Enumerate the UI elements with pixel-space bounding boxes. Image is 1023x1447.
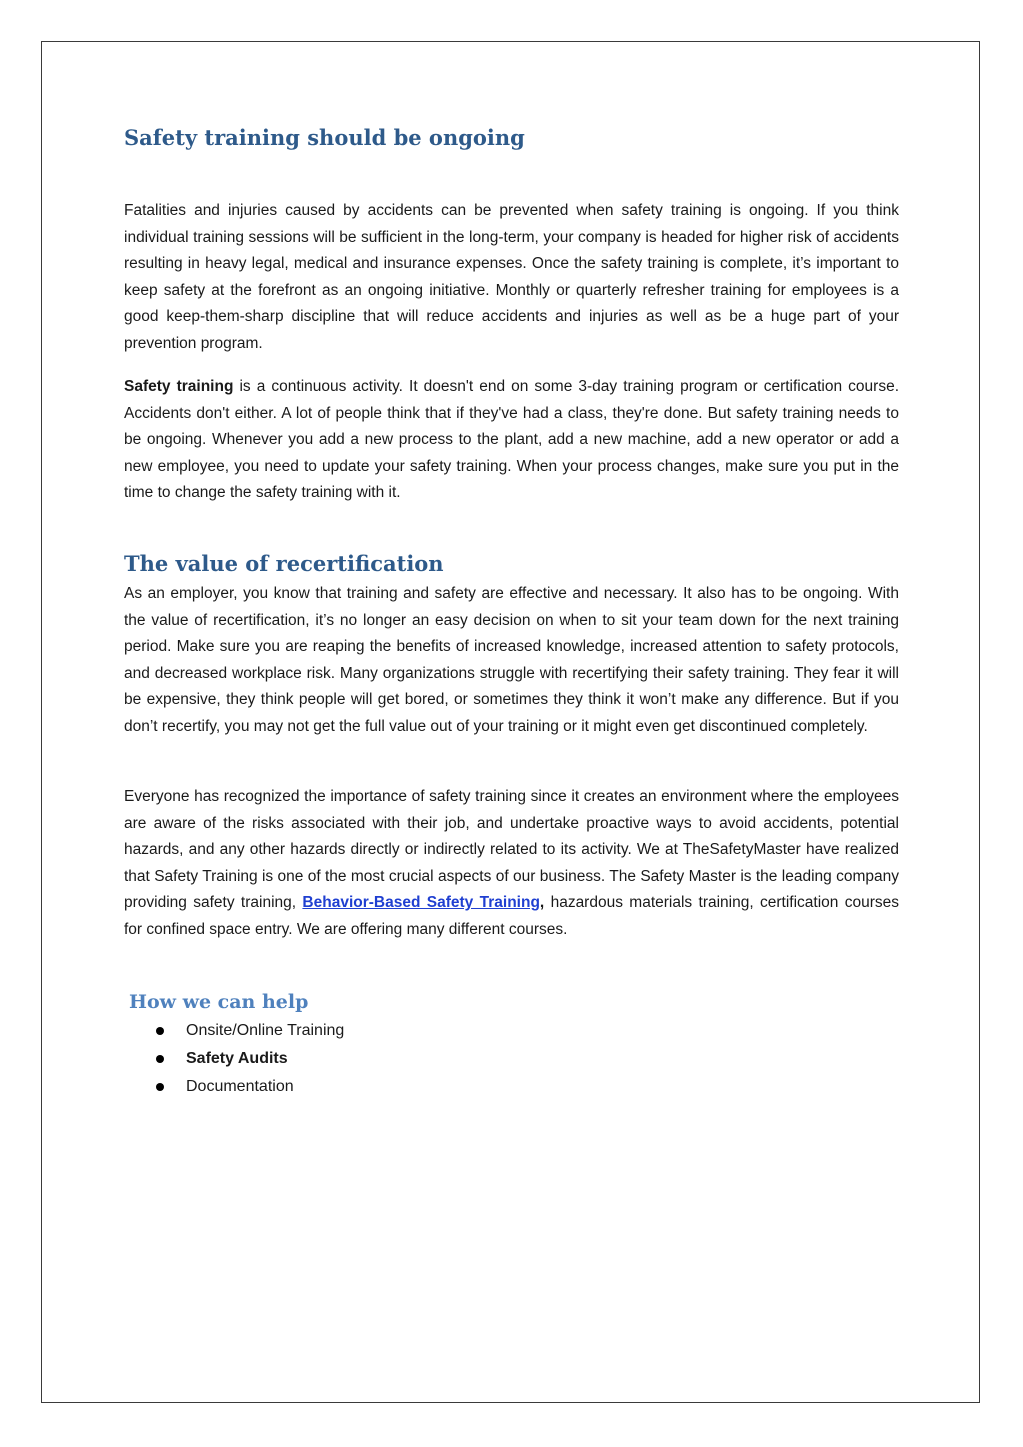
paragraph-everyone-text-end: hazardous materials training, certification courses for confined space entry. We are offering many different courses.: [124, 894, 899, 938]
heading-how-we-can-help: How we can help: [129, 991, 309, 1013]
paragraph-everyone-has-recognized: [124, 784, 899, 943]
list-item: [156, 1073, 344, 1101]
paragraph-as-an-employer: As an employer, you know that training and safety are effective and necessary. It also has to be ongoing. With the value of recertification, it’s no longer an easy decision on when to sit your team down for the next training period. Make sure you are reaping the benefits of increased knowledge, increased attention to safety protocols, and decreased workplace risk. Many organizations struggle with recertifying their safety training. They fear it will be expensive, they think people will get bored, or sometimes they think it won’t make any difference. But if you don’t recertify, you may not get the full value out of your training or it might even get discontinued completely.: [124, 585, 899, 735]
list-item-label: Safety Audits: [186, 1050, 288, 1067]
heading-value-of-recertification: The value of recertification: [124, 551, 444, 576]
bullet-icon: [156, 1027, 164, 1035]
list-item-label: Documentation: [186, 1078, 294, 1095]
heading-safety-training-ongoing: Safety training should be ongoing: [124, 125, 525, 150]
help-list: [156, 1017, 344, 1101]
behavior-based-safety-training-link[interactable]: Behavior-Based Safety Training: [302, 894, 540, 911]
bullet-icon: [156, 1055, 164, 1063]
bullet-icon: [156, 1083, 164, 1091]
paragraph-continuous-activity-text: is a continuous activity. It doesn't end on some 3-day training program or certification course. Accidents don't either. A lot of people think that if they've had a class, they're done. But safety training needs to be ongoing. Whenever you add a new process to the plant, add a new machine, add a new operator or add a new employee, you need to update your safety training. When your process changes, make sure you put in the time to change the safety training with it.: [124, 378, 899, 501]
paragraph-fatalities: Fatalities and injuries caused by accidents can be prevented when safety training is ongoing. If you think individual training sessions will be sufficient in the long-term, your company is headed for higher risk of accidents resulting in heavy legal, medical and insurance expenses. Once the safety training is complete, it’s important to keep safety at the forefront as an ongoing initiative. Monthly or quarterly refresher training for employees is a good keep-them-sharp discipline that will reduce accidents and injuries as well as be a huge part of your prevention program.: [124, 202, 899, 352]
list-item: [156, 1017, 344, 1045]
safety-training-bold-text: Safety training: [124, 378, 234, 395]
list-item-label: Onsite/Online Training: [186, 1022, 345, 1039]
list-item: [156, 1045, 344, 1073]
paragraph-continuous-activity: [124, 374, 899, 507]
paragraph-everyone-text-start: Everyone has recognized the importance of safety training since it creates an environment where the employees are aware of the risks associated with their job, and undertake proactive ways to avoid accidents, potential hazards, and any other hazards directly or indirectly related to its activity. We at TheSafetyMaster have realized that Safety Training is one of the most crucial aspects of our business. The Safety Master is the leading company providing safety training,: [124, 788, 899, 911]
paragraph-comma: ,: [539, 894, 545, 911]
